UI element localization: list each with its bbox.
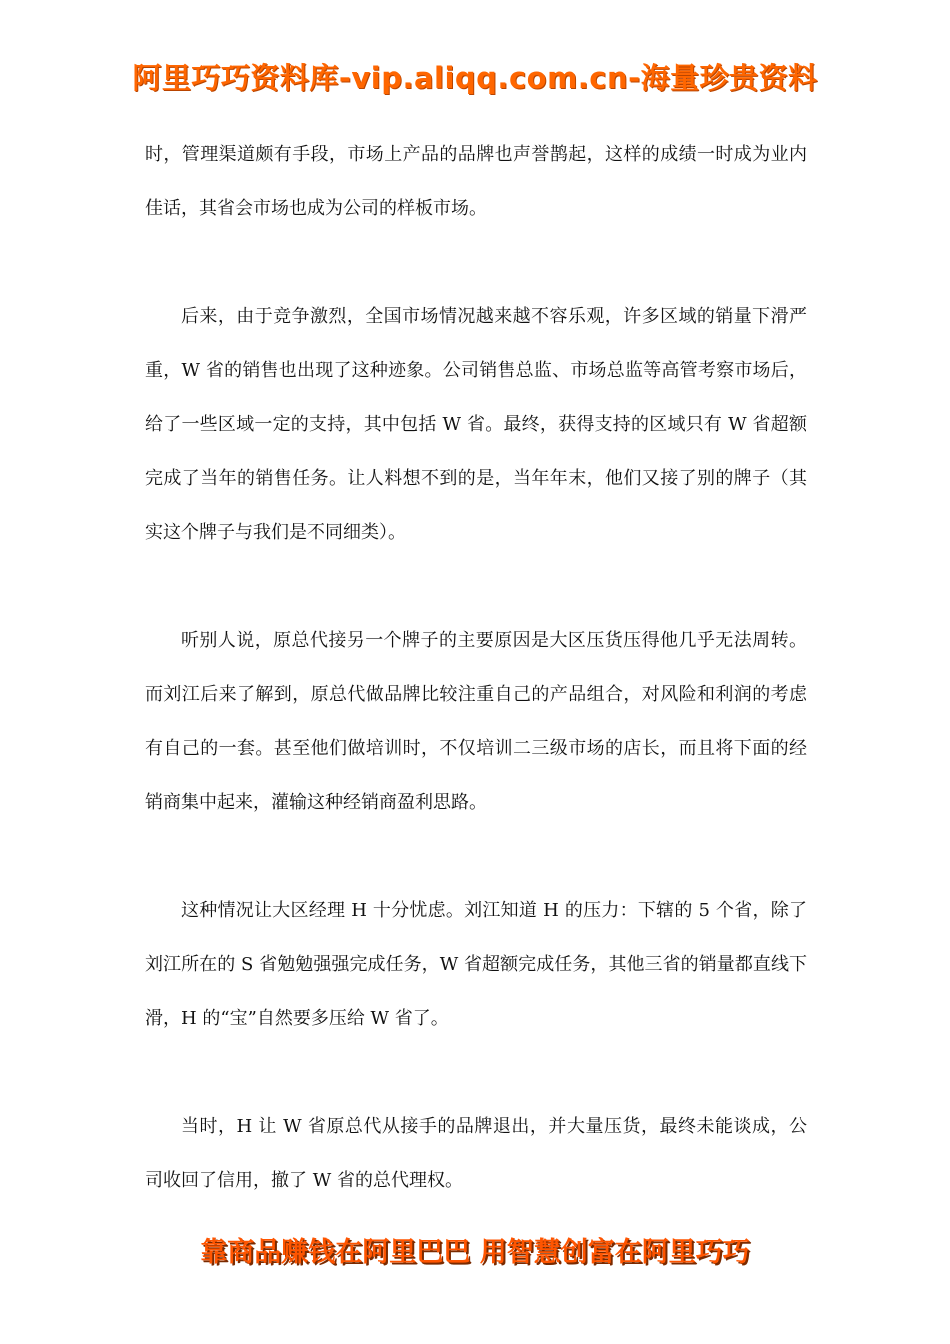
document-body (145, 128, 807, 1262)
footer-banner: 靠商品赚钱在阿里巴巴 用智慧创富在阿里巧巧 (200, 1237, 750, 1268)
paragraph-5: 当时，H 让 W 省原总代从接手的品牌退出，并大量压货，最终未能谈成，公司收回了信用，撤了 W 省的总代理权。 (145, 1116, 807, 1191)
paragraph-4: 这种情况让大区经理 H 十分忧虑。刘江知道 H 的压力：下辖的 5 个省，除了刘江所在的 S 省勉勉强强完成任务，W 省超额完成任务，其他三省的销量都直线下滑，H 的“宝”自然要多压给 W 省了。 (145, 900, 807, 1029)
paragraph-3: 听别人说，原总代接另一个牌子的主要原因是大区压货压得他几乎无法周转。而刘江后来了解到，原总代做品牌比较注重自己的产品组合，对风险和利润的考虑有自己的一套。甚至他们做培训时，不仅培训二三级市场的店长，而且将下面的经销商集中起来，灌输这种经销商盈利思路。 (145, 630, 807, 813)
header-banner: 阿里巧巧资料库-vip.aliqq.com.cn-海量珍贵资料 (132, 61, 818, 95)
paragraph-1: 时，管理渠道颇有手段，市场上产品的品牌也声誉鹊起，这样的成绩一时成为业内佳话，其省会市场也成为公司的样板市场。 (145, 144, 807, 219)
paragraph-2: 后来，由于竞争激烈，全国市场情况越来越不容乐观，许多区域的销量下滑严重，W 省的销售也出现了这种迹象。公司销售总监、市场总监等高管考察市场后，给了一些区域一定的支持，其中包括 W 省。最终，获得支持的区域只有 W 省超额完成了当年的销售任务。让人料想不到的是，当年年末，他们又接了别的牌子（其实这个牌子与我们是不同细类）。 (145, 306, 807, 543)
